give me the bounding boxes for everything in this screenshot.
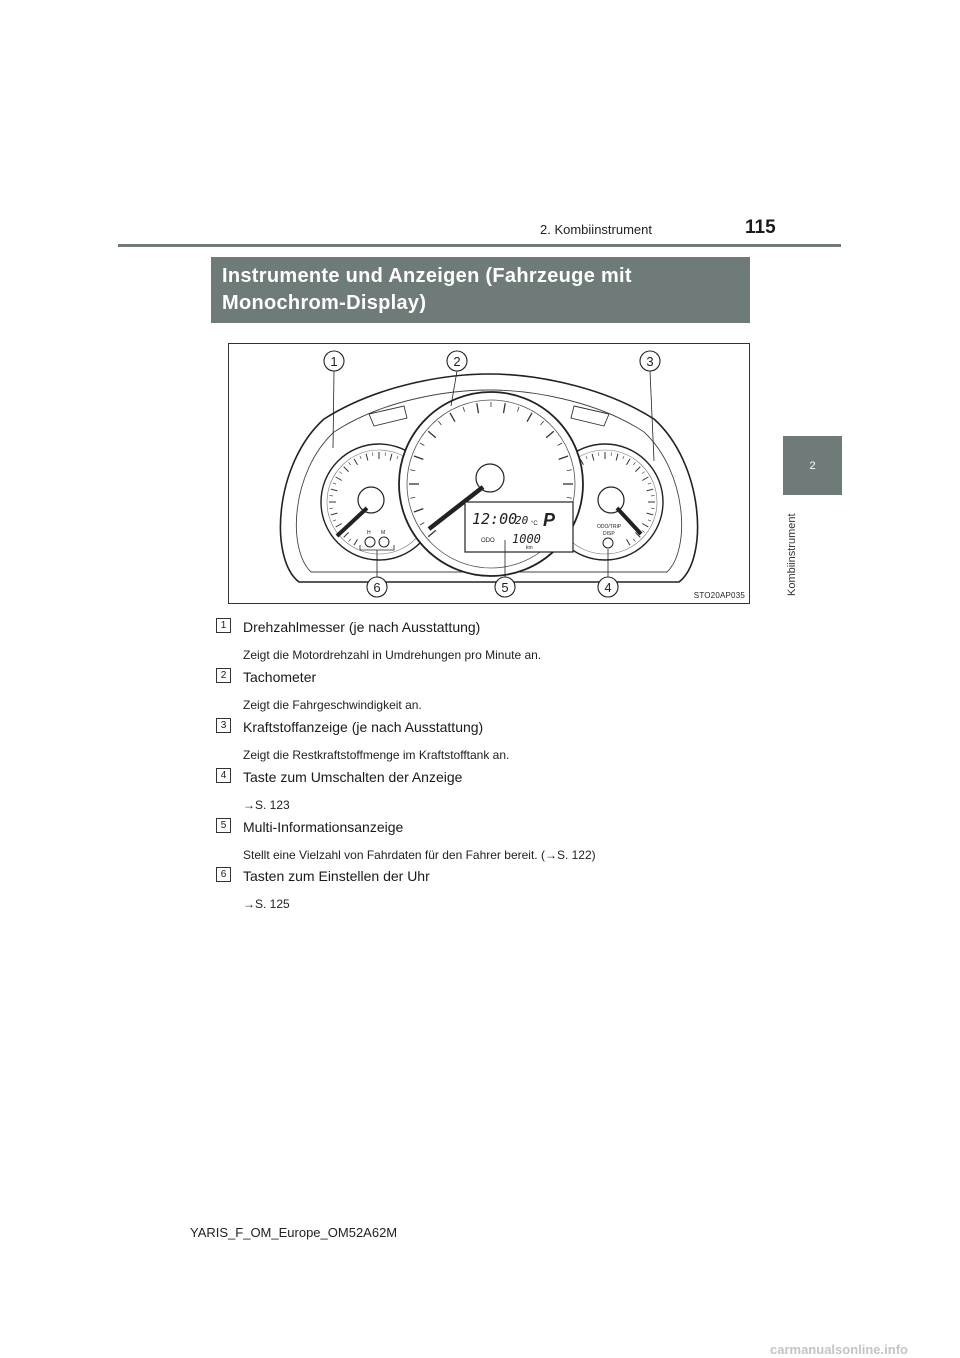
document-footer-code: YARIS_F_OM_Europe_OM52A62M [190,1225,398,1240]
item-number: 5 [216,818,231,833]
item-title: Kraftstoffanzeige (je nach Ausstattung) [243,719,484,735]
svg-text:1: 1 [330,354,338,369]
display-odo-unit: km [526,545,533,551]
item-number: 6 [216,867,231,882]
chapter-tab [783,436,842,495]
svg-text:3: 3 [646,354,654,369]
item-page-reference[interactable]: →S. 125 [243,897,290,911]
callout-4 [598,577,618,597]
odo-trip-label: ODO/TRIP [597,524,622,530]
item-title: Multi-Informationsanzeige [243,819,404,835]
item-title: Tasten zum Einstellen der Uhr [243,868,430,884]
callout-3 [640,351,660,371]
callout-leader-1 [333,371,334,448]
display-odo-label: ODO [481,538,495,544]
svg-text:5: 5 [501,580,509,595]
instrument-cluster-illustration [229,344,749,603]
display-temp-unit: °C [531,521,538,527]
indicator-slot-right [571,406,609,426]
tachometer-hub [358,487,384,513]
callout-1 [324,351,344,371]
item-title: Tachometer [243,669,317,685]
item-number: 4 [216,768,231,783]
disp-label: DISP [603,531,615,537]
header-rule [118,244,841,247]
clock-hour-label: H [367,530,371,536]
item-description: Zeigt die Fahrgeschwindigkeit an. [243,698,422,712]
instrument-cluster-figure [228,343,750,604]
svg-text:2: 2 [453,354,461,369]
display-time: 12:00 [472,510,518,528]
header-section-title: 2. Kombiinstrument [540,222,652,237]
clock-hour-button[interactable] [365,537,375,547]
item-title: Taste zum Umschalten der Anzeige [243,769,463,785]
section-title: Instrumente und Anzeigen (Fahrzeuge mit Monochrom-Display) [222,265,632,314]
display-odo-value: 1000 [512,532,541,546]
item-description: Zeigt die Restkraftstoffmenge im Kraftstofftank an. [243,748,510,762]
callout-2 [447,351,467,371]
display-gear: P [543,510,556,530]
svg-text:6: 6 [373,580,381,595]
item-number: 1 [216,618,231,633]
callout-6 [367,577,387,597]
chapter-label: Kombiinstrument [786,513,798,597]
svg-text:4: 4 [604,580,612,595]
callout-5 [495,577,515,597]
item-description: Zeigt die Motordrehzahl in Umdrehungen pro Minute an. [243,648,542,662]
item-page-reference[interactable]: →S. 123 [243,798,290,812]
item-title: Drehzahlmesser (je nach Ausstattung) [243,619,481,635]
item-number: 2 [216,668,231,683]
clock-minute-button[interactable] [379,537,389,547]
item-description: Stellt eine Vielzahl von Fahrdaten für den Fahrer bereit. (→S. 122) [243,848,596,862]
item-number: 3 [216,718,231,733]
watermark: carmanualsonline.info [770,1342,908,1357]
clock-minute-label: M [381,530,386,536]
page-number: 115 [745,217,776,238]
chapter-number: 2 [809,459,816,472]
display-temp: 20 [515,514,529,527]
display-switch-button[interactable] [603,538,613,548]
figure-code: STO20AP035 [693,591,745,600]
indicator-slot-left [369,406,407,426]
section-title-box [211,257,750,323]
